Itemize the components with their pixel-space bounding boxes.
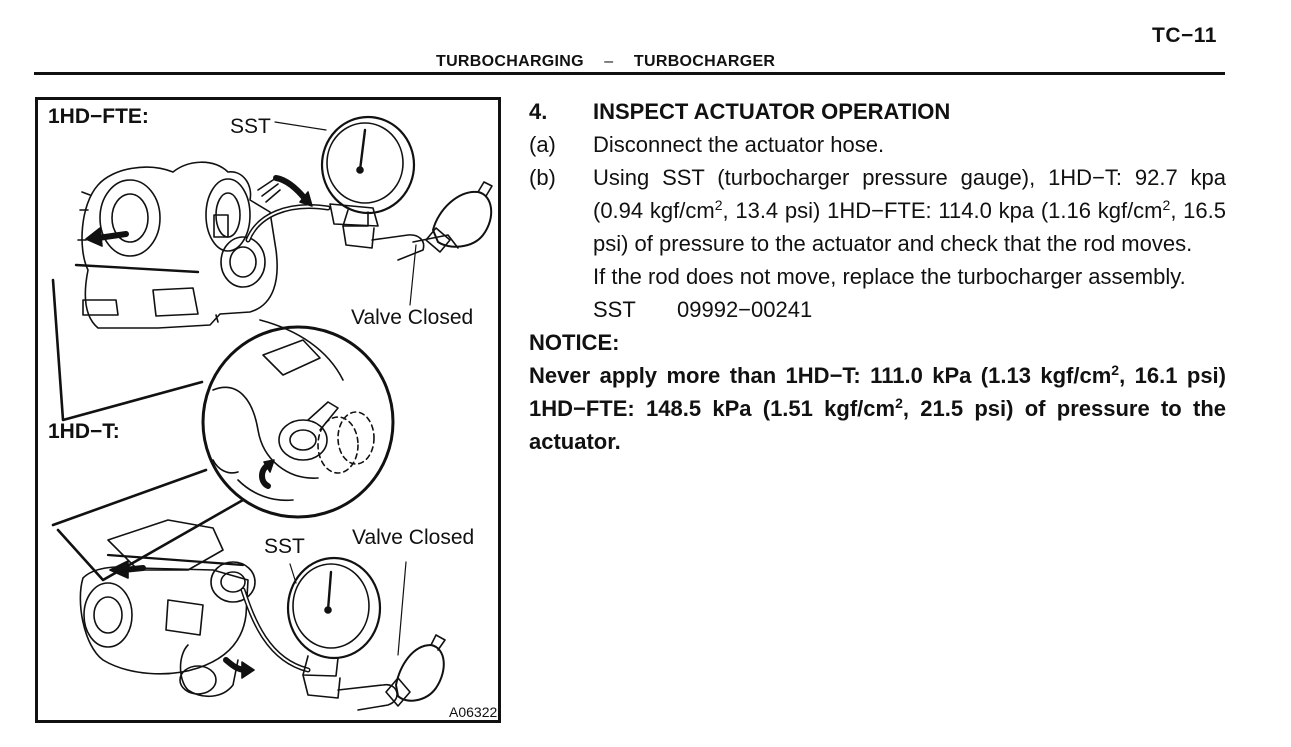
item-b-text-part3: , 16.5 psi) of pressure to the actuator and check that the rod moves.: [593, 198, 1226, 256]
pump-bulb-bottom: [386, 635, 445, 706]
hose-bottom: [243, 590, 308, 670]
instructions: [529, 95, 1226, 458]
item-b-superscript2: 2: [1162, 197, 1171, 213]
item-b-text-part1: Using SST (turbocharger pressure gauge), 1HD−T: 92.7 kpa (0.94 kgf/cm: [593, 165, 1226, 223]
notice-title: NOTICE:: [529, 330, 620, 355]
item-b: [529, 161, 1226, 260]
turbo-fte-drawing: [76, 162, 280, 328]
header-subsection: TURBOCHARGER: [633, 53, 776, 70]
notice-text-part3: , 21.5 psi) of pressure to the actuator.: [529, 396, 1227, 454]
pressure-gauge-bottom: [288, 558, 397, 710]
sst-label: SST: [593, 297, 636, 322]
figure-label-valve-closed-top: Valve Closed: [351, 306, 474, 329]
item-a: [529, 128, 1226, 161]
turbo-t-drawing: [80, 520, 255, 696]
item-b-text-part2: , 13.4 psi) 1HD−FTE: 114.0 kpa (1.16 kgf/cm: [722, 198, 1163, 223]
notice-text-part1: Never apply more than 1HD−T: 111.0 kPa (1.13 kgf/cm: [529, 363, 1112, 388]
page-number: TC−11: [1152, 24, 1217, 47]
notice-superscript1: 2: [1111, 362, 1120, 378]
header-separator: –: [604, 53, 614, 70]
step-heading: [529, 95, 1226, 128]
item-a-text: Disconnect the actuator hose.: [593, 132, 885, 157]
header-section: TURBOCHARGING: [436, 53, 584, 70]
item-a-letter: (a): [529, 132, 556, 157]
figure-label-sst-bottom: SST: [264, 535, 305, 558]
header-rule: [34, 72, 1225, 75]
figure-panel: [35, 97, 501, 723]
item-b-text: [593, 161, 1226, 260]
sst-reference: [529, 293, 1226, 326]
step-title: INSPECT ACTUATOR OPERATION: [593, 99, 951, 124]
pump-bulb-top: [426, 182, 492, 252]
page-header: [436, 53, 775, 71]
sst-part-number: 09992−00241: [677, 297, 813, 322]
item-b-superscript1: 2: [714, 197, 723, 213]
item-b-letter: (b): [529, 165, 556, 190]
notice-superscript2: 2: [895, 395, 903, 411]
figure-label-1hd-t: 1HD−T:: [48, 420, 120, 443]
notice-text-part2: , 16.1 psi) 1HD−FTE: 148.5 kPa (1.51 kgf/cm: [529, 363, 1226, 421]
notice-body: [529, 359, 1226, 458]
replace-instruction: If the rod does not move, replace the turbocharger assembly.: [593, 264, 1186, 289]
step-number: 4.: [529, 99, 548, 124]
figure-label-1hd-fte: 1HD−FTE:: [48, 105, 149, 128]
figure-code: A06322: [449, 704, 498, 720]
turbocharger-illustration: [38, 100, 498, 720]
figure-label-sst-top: SST: [230, 115, 271, 138]
figure-label-valve-closed-bottom: Valve Closed: [352, 526, 475, 549]
